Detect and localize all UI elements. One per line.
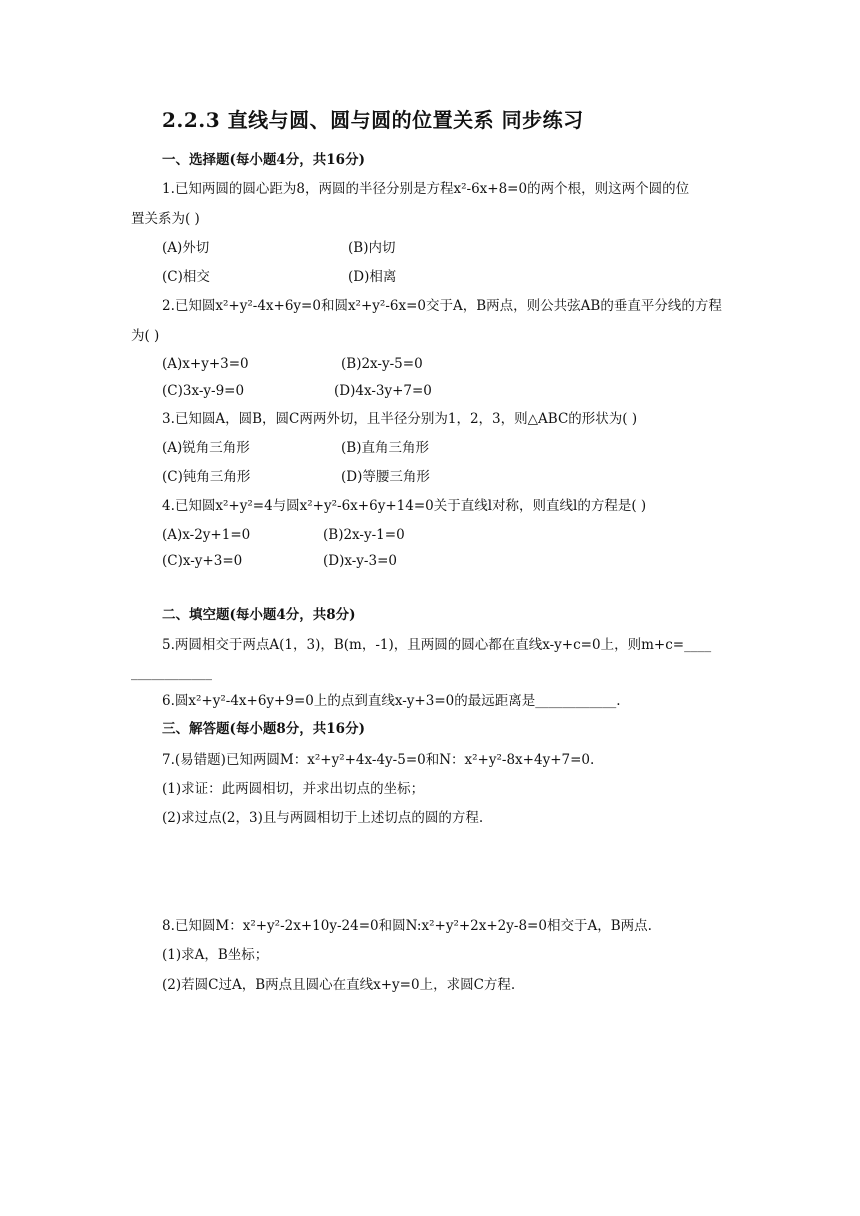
q1-option-c: (C)相交 xyxy=(162,269,210,285)
question-6-stem: 6.圆x²+y²-4x+6y+9=0上的点到直线x-y+3=0的最远距离是____________. xyxy=(162,693,621,709)
question-1-stem-cont: 置关系为( ) xyxy=(131,211,200,227)
section-heading-fill: 二、填空题(每小题4分，共8分) xyxy=(162,607,356,623)
document-title: 2.2.3 直线与圆、圆与圆的位置关系 同步练习 xyxy=(162,108,584,132)
question-7-part-2: (2)求过点(2，3)且与两圆相切于上述切点的圆的方程. xyxy=(162,810,484,826)
question-8-part-2: (2)若圆C过A，B两点且圆心在直线x+y=0上，求圆C方程. xyxy=(162,977,516,993)
section-heading-choice: 一、选择题(每小题4分，共16分) xyxy=(162,152,365,168)
q1-stem-part-a: 1.已知两圆的圆心距为8，两圆的半径分别是方程 xyxy=(162,181,454,197)
q3-option-a: (A)锐角三角形 xyxy=(162,440,250,456)
q1-option-a: (A)外切 xyxy=(162,240,210,256)
q4-option-a: (A)x-2y+1=0 xyxy=(162,527,251,543)
q4-option-d: (D)x-y-3=0 xyxy=(323,553,397,569)
question-5-stem: 5.两圆相交于两点A(1，3)，B(m，-1)，且两圆的圆心都在直线x-y+c=0上，则m+c=____ xyxy=(162,637,712,653)
q2-option-a: (A)x+y+3=0 xyxy=(162,356,249,372)
question-1-stem xyxy=(162,180,689,198)
question-7-part-1: (1)求证：此两圆相切，并求出切点的坐标； xyxy=(162,781,425,797)
q1-option-d: (D)相离 xyxy=(348,269,397,285)
q3-option-d: (D)等腰三角形 xyxy=(341,469,430,485)
q4-option-b: (B)2x-y-1=0 xyxy=(323,527,405,543)
q2-option-c: (C)3x-y-9=0 xyxy=(162,383,245,399)
q1-option-b: (B)内切 xyxy=(348,240,396,256)
question-2-stem-cont: 为( ) xyxy=(131,328,160,344)
q1-equation: x²-6x+8=0 xyxy=(453,181,528,197)
question-3-stem: 3.已知圆A，圆B，圆C两两外切，且半径分别为1，2，3，则△ABC的形状为( ) xyxy=(162,411,638,427)
q2-option-d: (D)4x-3y+7=0 xyxy=(334,383,432,399)
q3-option-c: (C)钝角三角形 xyxy=(162,469,251,485)
question-2-stem: 2.已知圆x²+y²-4x+6y=0和圆x²+y²-6x=0交于A，B两点，则公共弦AB的垂直平分线的方程 xyxy=(162,298,722,314)
q3-option-b: (B)直角三角形 xyxy=(341,440,429,456)
question-8-part-1: (1)求A，B坐标； xyxy=(162,947,269,963)
question-5-blank-cont: ____________ xyxy=(131,665,212,681)
q4-option-c: (C)x-y+3=0 xyxy=(162,553,243,569)
question-7-stem: 7.(易错题)已知两圆M：x²+y²+4x-4y-5=0和N：x²+y²-8x+4y+7=0. xyxy=(162,752,595,768)
question-4-stem: 4.已知圆x²+y²=4与圆x²+y²-6x+6y+14=0关于直线l对称，则直线l的方程是( ) xyxy=(162,498,647,514)
q1-stem-part-b: 的两个根，则这两个圆的位 xyxy=(527,181,690,197)
section-heading-answer: 三、解答题(每小题8分，共16分) xyxy=(162,721,365,737)
question-8-stem: 8.已知圆M：x²+y²-2x+10y-24=0和圆N:x²+y²+2x+2y-8=0相交于A，B两点. xyxy=(162,918,652,934)
q2-option-b: (B)2x-y-5=0 xyxy=(341,356,423,372)
